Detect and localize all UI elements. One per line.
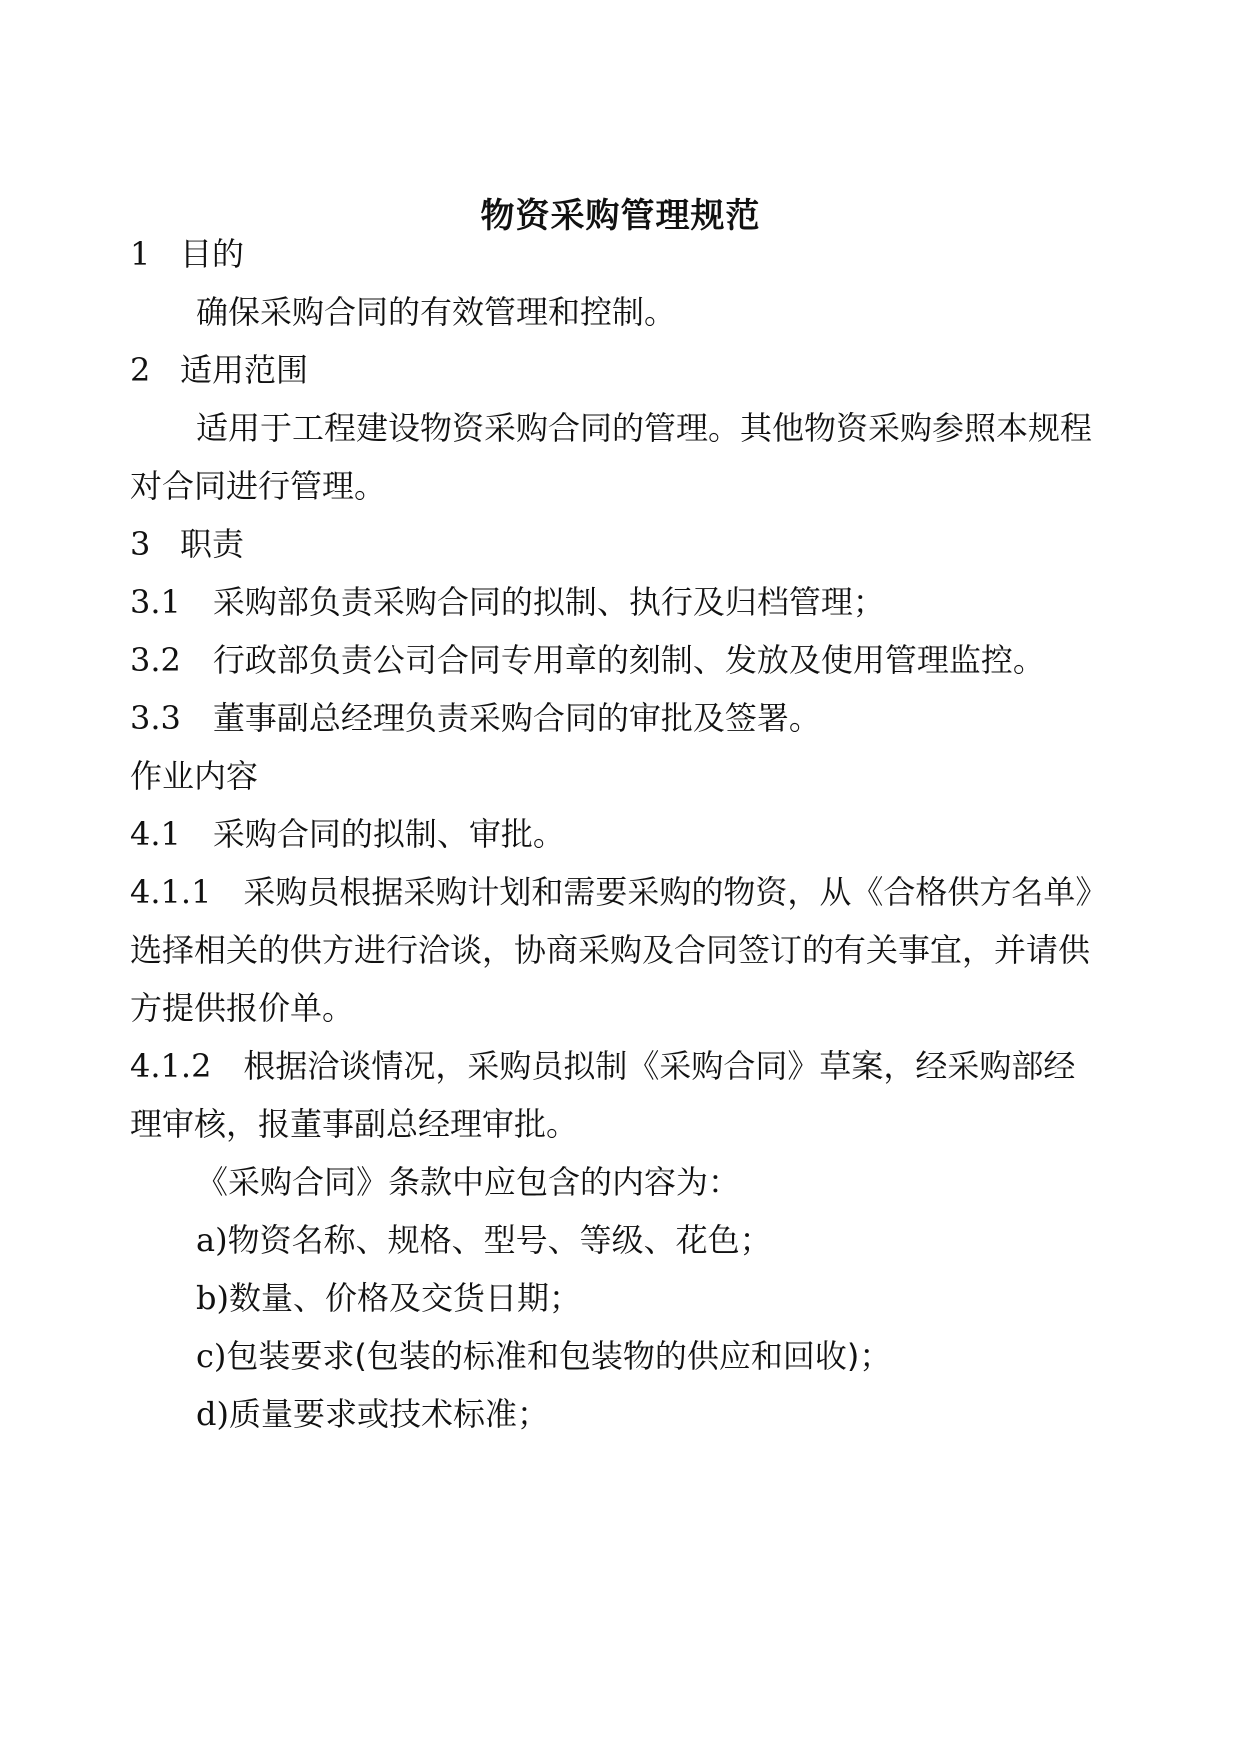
item-number: 4.1.2: [130, 1047, 212, 1085]
item-number: 3.2: [130, 641, 181, 679]
section-3-heading: [130, 520, 1130, 568]
paragraph-line: 理审核，报董事副总经理审批。: [130, 1105, 579, 1143]
section-1-body: 确保采购合同的有效管理和控制。: [196, 293, 677, 331]
paragraph-line: 选择相关的供方进行洽谈，协商采购及合同签订的有关事宜，并请供: [130, 931, 1091, 969]
clause-text: 包装要求(包装的标准和包装物的供应和回收)；: [226, 1337, 892, 1375]
contract-clause-intro: 《采购合同》条款中应包含的内容为：: [196, 1163, 741, 1201]
section-2-body-line: 适用于工程建设物资采购合同的管理。其他物资采购参照本规程: [196, 409, 1093, 447]
responsibility-item: [130, 636, 1130, 684]
section-1-heading: [130, 230, 1130, 278]
item-text: 董事副总经理负责采购合同的审批及签署。: [212, 699, 821, 737]
section-number: 2: [130, 351, 151, 389]
section-number: 3: [130, 525, 151, 563]
clause-item: [196, 1332, 1196, 1380]
responsibility-item: [130, 694, 1130, 742]
item-number: 4.1.1: [130, 873, 212, 911]
clause-label: d): [196, 1395, 229, 1433]
clause-item: [196, 1390, 1196, 1438]
clause-text: 数量、价格及交货日期；: [228, 1279, 581, 1317]
item-text: 行政部负责公司合同专用章的刻制、发放及使用管理监控。: [212, 641, 1045, 679]
item-text: 采购合同的拟制、审批。: [212, 815, 565, 853]
section-title: 职责: [180, 525, 245, 563]
item-text: 采购员根据采购计划和需要采购的物资，从《合格供方名单》: [243, 873, 1108, 911]
item-number: 3.3: [130, 699, 181, 737]
clause-label: a): [196, 1221, 228, 1259]
subsection-4-1-1: [130, 868, 1130, 916]
document-title: 物资采购管理规范: [480, 196, 761, 236]
section-2-heading: [130, 346, 1130, 394]
item-text: 根据洽谈情况，采购员拟制《采购合同》草案，经采购部经: [243, 1047, 1076, 1085]
item-number: 4.1: [130, 815, 181, 853]
clause-label: b): [196, 1279, 229, 1317]
clause-item: [196, 1216, 1196, 1264]
section-4-heading: 作业内容: [130, 757, 259, 795]
section-2-body-line: 对合同进行管理。: [130, 467, 387, 505]
item-number: 3.1: [130, 583, 181, 621]
subsection-4-1-2: [130, 1042, 1130, 1090]
paragraph-line: 方提供报价单。: [130, 989, 355, 1027]
item-text: 采购部负责采购合同的拟制、执行及归档管理；: [212, 583, 885, 621]
clause-label: c): [196, 1337, 227, 1375]
clause-text: 物资名称、规格、型号、等级、花色；: [227, 1221, 772, 1259]
subsection-4-1: [130, 810, 1130, 858]
section-number: 1: [130, 235, 151, 273]
responsibility-item: [130, 578, 1130, 626]
section-title: 目的: [180, 235, 245, 273]
section-title: 适用范围: [180, 351, 309, 389]
clause-item: [196, 1274, 1196, 1322]
clause-text: 质量要求或技术标准；: [228, 1395, 549, 1433]
